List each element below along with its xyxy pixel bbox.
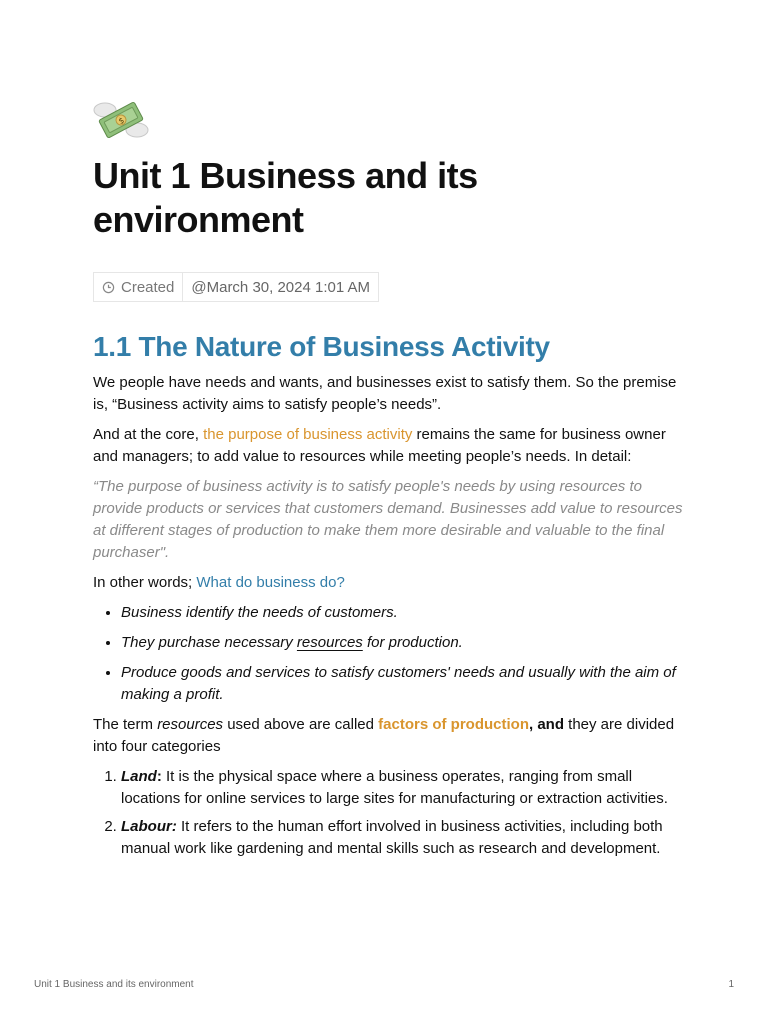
list-item-labour bbox=[121, 816, 683, 860]
page-footer bbox=[34, 979, 734, 991]
paragraph-purpose bbox=[93, 424, 683, 468]
section-heading: 1.1 The Nature of Business Activity bbox=[93, 331, 550, 362]
clock-icon bbox=[102, 281, 115, 294]
bullet-list bbox=[93, 602, 683, 706]
property-value-created[interactable]: @March 30, 2024 1:01 AM bbox=[191, 278, 371, 296]
term-colon: : bbox=[156, 768, 162, 785]
highlight-factors: factors of production bbox=[378, 716, 529, 733]
bold-and: , and bbox=[528, 716, 564, 733]
paragraph-other-words bbox=[93, 572, 683, 594]
property-name-created bbox=[94, 273, 183, 301]
list-item: • Produce goods and services to satisfy customers' needs and usually with the aim of making a profit. bbox=[121, 662, 683, 706]
page-number: 1 bbox=[728, 979, 734, 990]
text: It refers to the human effort involved in business activities, including both manual work like gardening and mental skills such as research and development. bbox=[121, 818, 663, 857]
highlight-question: What do business do? bbox=[196, 574, 345, 591]
property-row bbox=[93, 272, 379, 302]
paragraph-factors bbox=[93, 714, 683, 758]
list-item bbox=[121, 632, 683, 654]
quote-block: “The purpose of business activity is to satisfy people's needs by using resources to provide products or services that customers demand. Businesses add value to resources at different stages of production to make them more desirable and valuable to the final purchaser". bbox=[93, 478, 683, 561]
text: The term bbox=[93, 716, 158, 733]
svg-text:$: $ bbox=[117, 115, 126, 127]
text: remains the same for business owner and managers; to add value to resources while meeting people’s needs. In detail: bbox=[93, 426, 666, 465]
list-item: • Business identify the needs of customers. bbox=[121, 602, 683, 624]
page-body bbox=[93, 96, 683, 868]
property-label: Created bbox=[121, 278, 175, 296]
term-labour: Labour: bbox=[121, 818, 177, 835]
text: used above are called bbox=[223, 716, 379, 733]
underlined-resources: resources bbox=[296, 634, 363, 651]
text: for production. bbox=[362, 634, 463, 651]
footer-title: Unit 1 Business and its environment bbox=[34, 979, 194, 990]
text: In other words; bbox=[93, 574, 197, 591]
text: It is the physical space where a business operates, ranging from small locations for online services to large sites for manufacturing or extraction activities. bbox=[121, 768, 668, 807]
term-land: Land bbox=[121, 768, 157, 785]
list-item-land bbox=[121, 766, 683, 810]
money-with-wings-icon bbox=[93, 96, 149, 144]
emphasis-resources: resources bbox=[157, 716, 224, 733]
text: And at the core, bbox=[93, 426, 204, 443]
text: they are divided into four categories bbox=[93, 716, 675, 755]
highlight-purpose: the purpose of business activity bbox=[203, 426, 413, 443]
numbered-list bbox=[93, 766, 683, 860]
paragraph-needs: We people have needs and wants, and businesses exist to satisfy them. So the premise is, “Business activity aims to satisfy people’s needs”. bbox=[93, 374, 677, 413]
page-title: Unit 1 Business and its environment bbox=[93, 155, 478, 240]
text: They purchase necessary bbox=[121, 634, 297, 651]
